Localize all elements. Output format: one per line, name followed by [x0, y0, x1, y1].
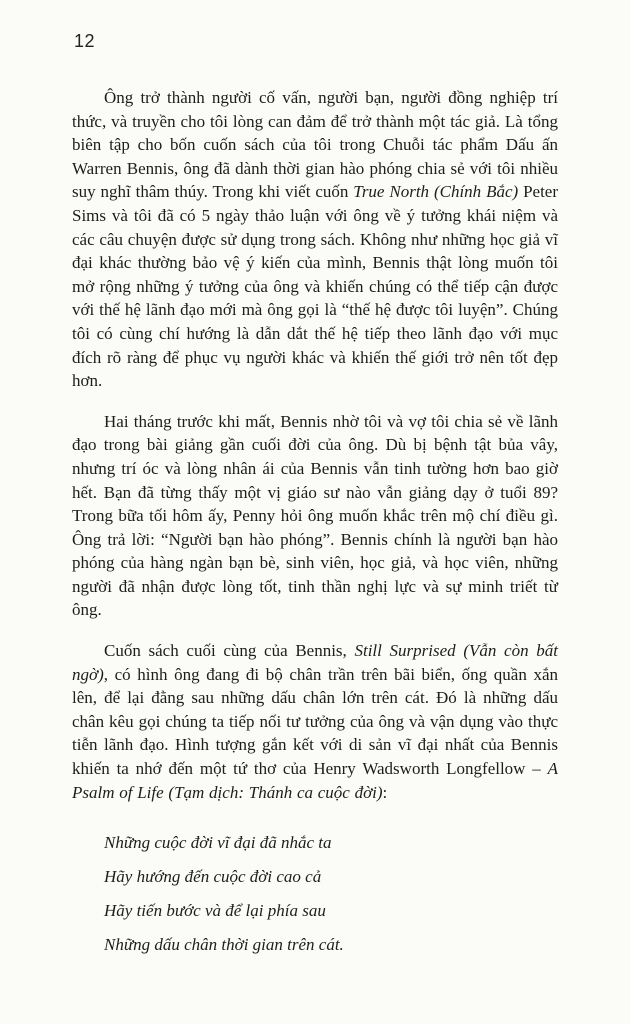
text-run: Ông trở thành người cố vấn, người bạn, người đồng nghiệp trí thức, và truyền cho tôi lòng can đảm để trở thành một tác giả. Là tổng biên tập cho bốn cuốn sách của tôi trong Chuỗi tác phẩm Dấu ấn Warren Bennis, ông đã dành thời gian hào phóng chia sẻ với tôi nhiều suy nghĩ thâm thúy. Trong khi viết cuốn [72, 88, 558, 202]
poem-block [104, 831, 558, 956]
page-number: 12 [74, 31, 96, 51]
poem-line-1: Những cuộc đời vĩ đại đã nhắc ta [104, 833, 332, 853]
poem-line-3: Hãy tiến bước và để lại phía sau [104, 901, 326, 921]
italic-text-run: Still Surprised (Vẫn còn bất ngờ) [72, 641, 558, 684]
text-run: Peter Sims và tôi đã có 5 ngày thảo luận với ông về ý tưởng khái niệm và các câu chuyện được sử dụng trong sách. Không như những học giả vĩ đại khác thường bảo vệ ý kiến của mình, Bennis thật lòng muốn tôi mở rộng những ý tưởng của ông và khiến chúng có thể tiếp cận được với thế hệ lãnh đạo mới mà ông gọi là “thế hệ được tôi luyện”. Chúng tôi có cùng chí hướng là dẫn dắt thế hệ tiếp theo lãnh đạo với mục đích rõ ràng để phục vụ người khác và khiến thế giới trở nên tốt đẹp hơn. [72, 182, 558, 391]
poem-line-2: Hãy hướng đến cuộc đời cao cả [104, 867, 322, 887]
paragraph-1 [72, 86, 558, 393]
text-run: Cuốn sách cuối cùng của Bennis, [104, 641, 355, 661]
text-run: , có hình ông đang đi bộ chân trần trên bãi biển, ống quần xắn lên, để lại đằng sau những dấu chân lớn trên cát. Đó là những dấu chân kêu gọi chúng ta tiếp nối tư tưởng của ông và vận dụng vào thực tiễn lãnh đạo. Hình tượng gắn kết với di sản vĩ đại nhất của Bennis khiến ta nhớ đến một tứ thơ của Henry Wadsworth Longfellow – [72, 664, 558, 779]
paragraph-3 [72, 639, 558, 804]
italic-text-run: A Psalm of Life (Tạm dịch: Thánh ca cuộc đời) [72, 759, 558, 802]
poem-line-4: Những dấu chân thời gian trên cát. [104, 935, 344, 955]
paragraph-2 [72, 410, 558, 622]
italic-text-run: True North (Chính Bắc) [353, 182, 519, 202]
text-run: Hai tháng trước khi mất, Bennis nhờ tôi và vợ tôi chia sẻ về lãnh đạo trong bài giảng gần cuối đời của ông. Dù bị bệnh tật bủa vây, nhưng trí óc và lòng nhân ái của Bennis vẫn tinh tường hơn bao giờ hết. Bạn đã từng thấy một vị giáo sư nào vẫn giảng dạy ở tuổi 89? Trong bữa tối hôm ấy, Penny hỏi ông muốn khắc trên mộ chí điều gì. Ông trả lời: “Người bạn hào phóng”. Bennis chính là người bạn hào phóng của hàng ngàn bạn bè, sinh viên, học giả, và học viên, những người đã nhận được lòng tốt, tinh thần nghị lực và sự minh triết từ ông. [72, 411, 558, 620]
text-run: : [382, 782, 388, 802]
page-body-text [72, 86, 558, 967]
